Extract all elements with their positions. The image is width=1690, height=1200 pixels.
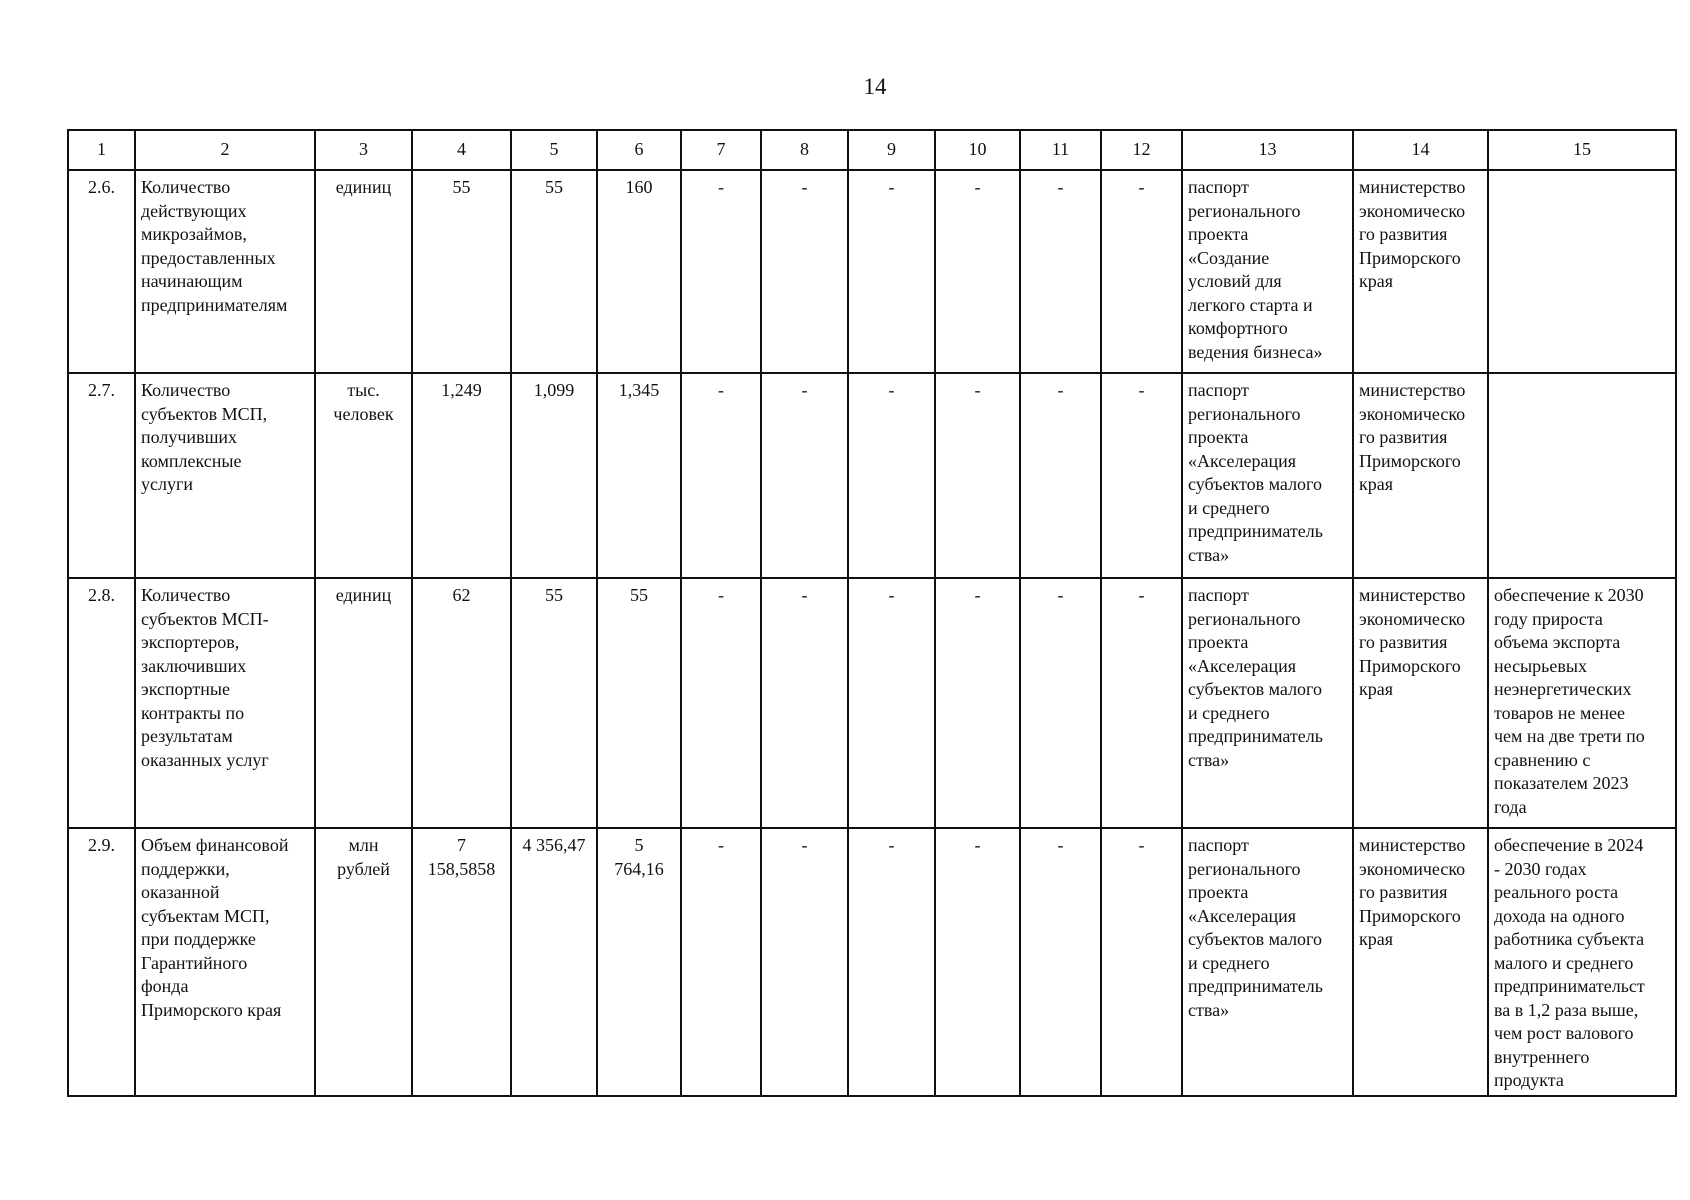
row-number: 2.8. xyxy=(68,578,135,828)
source-cell: паспорт регионального проекта «Акселерация субъектов малого и среднего предприниматель ства» xyxy=(1182,828,1353,1096)
unit-cell: единиц xyxy=(315,170,412,373)
goal-cell: обеспечение к 2030 году прироста объема экспорта несырьевых неэнергетических товаров не менее чем на две трети по сравнению с показателем 2023 года xyxy=(1488,578,1676,828)
page-number: 14 xyxy=(863,74,887,99)
header-cell: 7 xyxy=(681,130,761,170)
header-cell: 12 xyxy=(1101,130,1182,170)
table-header-row xyxy=(68,130,1676,170)
header-cell: 15 xyxy=(1488,130,1676,170)
value-cell: - xyxy=(935,578,1020,828)
value-cell: - xyxy=(681,828,761,1096)
header-cell: 9 xyxy=(848,130,935,170)
value-cell: - xyxy=(761,373,848,578)
unit-cell: единиц xyxy=(315,578,412,828)
value-cell: - xyxy=(848,578,935,828)
table-row xyxy=(68,373,1676,578)
source-cell: паспорт регионального проекта «Создание условий для легкого старта и комфортного ведения бизнеса» xyxy=(1182,170,1353,373)
value-cell: 55 xyxy=(412,170,511,373)
goal-cell xyxy=(1488,373,1676,578)
value-cell: 62 xyxy=(412,578,511,828)
header-cell: 4 xyxy=(412,130,511,170)
value-cell: 55 xyxy=(511,170,597,373)
value-cell: - xyxy=(848,828,935,1096)
indicator-name: Количество субъектов МСП- экспортеров, заключивших экспортные контракты по результатам оказанных услуг xyxy=(135,578,315,828)
value-cell: - xyxy=(848,170,935,373)
value-cell: 1,099 xyxy=(511,373,597,578)
row-number: 2.9. xyxy=(68,828,135,1096)
value-cell: - xyxy=(1020,578,1101,828)
header-cell: 8 xyxy=(761,130,848,170)
value-cell: 1,345 xyxy=(597,373,681,578)
value-cell: - xyxy=(1101,578,1182,828)
source-cell: паспорт регионального проекта «Акселерация субъектов малого и среднего предприниматель ства» xyxy=(1182,578,1353,828)
value-cell: - xyxy=(761,828,848,1096)
header-cell: 2 xyxy=(135,130,315,170)
header-cell: 6 xyxy=(597,130,681,170)
table-row xyxy=(68,578,1676,828)
indicator-name: Количество субъектов МСП, получивших комплексные услуги xyxy=(135,373,315,578)
responsible-cell: министерство экономическо го развития Приморского края xyxy=(1353,578,1488,828)
value-cell: 4 356,47 xyxy=(511,828,597,1096)
value-cell: - xyxy=(761,170,848,373)
value-cell: - xyxy=(935,373,1020,578)
indicator-name: Количество действующих микрозаймов, предоставленных начинающим предпринимателям xyxy=(135,170,315,373)
goal-cell xyxy=(1488,170,1676,373)
row-number: 2.6. xyxy=(68,170,135,373)
value-cell: - xyxy=(761,578,848,828)
header-cell: 11 xyxy=(1020,130,1101,170)
value-cell: 160 xyxy=(597,170,681,373)
source-cell: паспорт регионального проекта «Акселерация субъектов малого и среднего предприниматель ства» xyxy=(1182,373,1353,578)
indicators-table xyxy=(67,129,1677,1097)
value-cell: - xyxy=(1101,373,1182,578)
responsible-cell: министерство экономическо го развития Приморского края xyxy=(1353,373,1488,578)
header-cell: 10 xyxy=(935,130,1020,170)
value-cell: 55 xyxy=(597,578,681,828)
value-cell: - xyxy=(1020,828,1101,1096)
responsible-cell: министерство экономическо го развития Приморского края xyxy=(1353,170,1488,373)
unit-cell: млн рублей xyxy=(315,828,412,1096)
indicator-name: Объем финансовой поддержки, оказанной субъектам МСП, при поддержке Гарантийного фонда Приморского края xyxy=(135,828,315,1096)
header-cell: 5 xyxy=(511,130,597,170)
value-cell: - xyxy=(1020,373,1101,578)
value-cell: - xyxy=(681,578,761,828)
value-cell: - xyxy=(1101,170,1182,373)
responsible-cell: министерство экономическо го развития Приморского края xyxy=(1353,828,1488,1096)
value-cell: - xyxy=(1020,170,1101,373)
table-row xyxy=(68,828,1676,1096)
header-cell: 1 xyxy=(68,130,135,170)
value-cell: 55 xyxy=(511,578,597,828)
table-row xyxy=(68,170,1676,373)
header-cell: 14 xyxy=(1353,130,1488,170)
value-cell: - xyxy=(1101,828,1182,1096)
value-cell: 7 158,5858 xyxy=(412,828,511,1096)
goal-cell: обеспечение в 2024 - 2030 годах реального роста дохода на одного работника субъекта малого и среднего предпринимательст ва в 1,2 раза выше, чем рост валового внутреннего продукта xyxy=(1488,828,1676,1096)
row-number: 2.7. xyxy=(68,373,135,578)
value-cell: - xyxy=(935,828,1020,1096)
value-cell: 5 764,16 xyxy=(597,828,681,1096)
value-cell: - xyxy=(681,373,761,578)
value-cell: - xyxy=(681,170,761,373)
header-cell: 13 xyxy=(1182,130,1353,170)
unit-cell: тыс. человек xyxy=(315,373,412,578)
value-cell: 1,249 xyxy=(412,373,511,578)
value-cell: - xyxy=(935,170,1020,373)
header-cell: 3 xyxy=(315,130,412,170)
value-cell: - xyxy=(848,373,935,578)
